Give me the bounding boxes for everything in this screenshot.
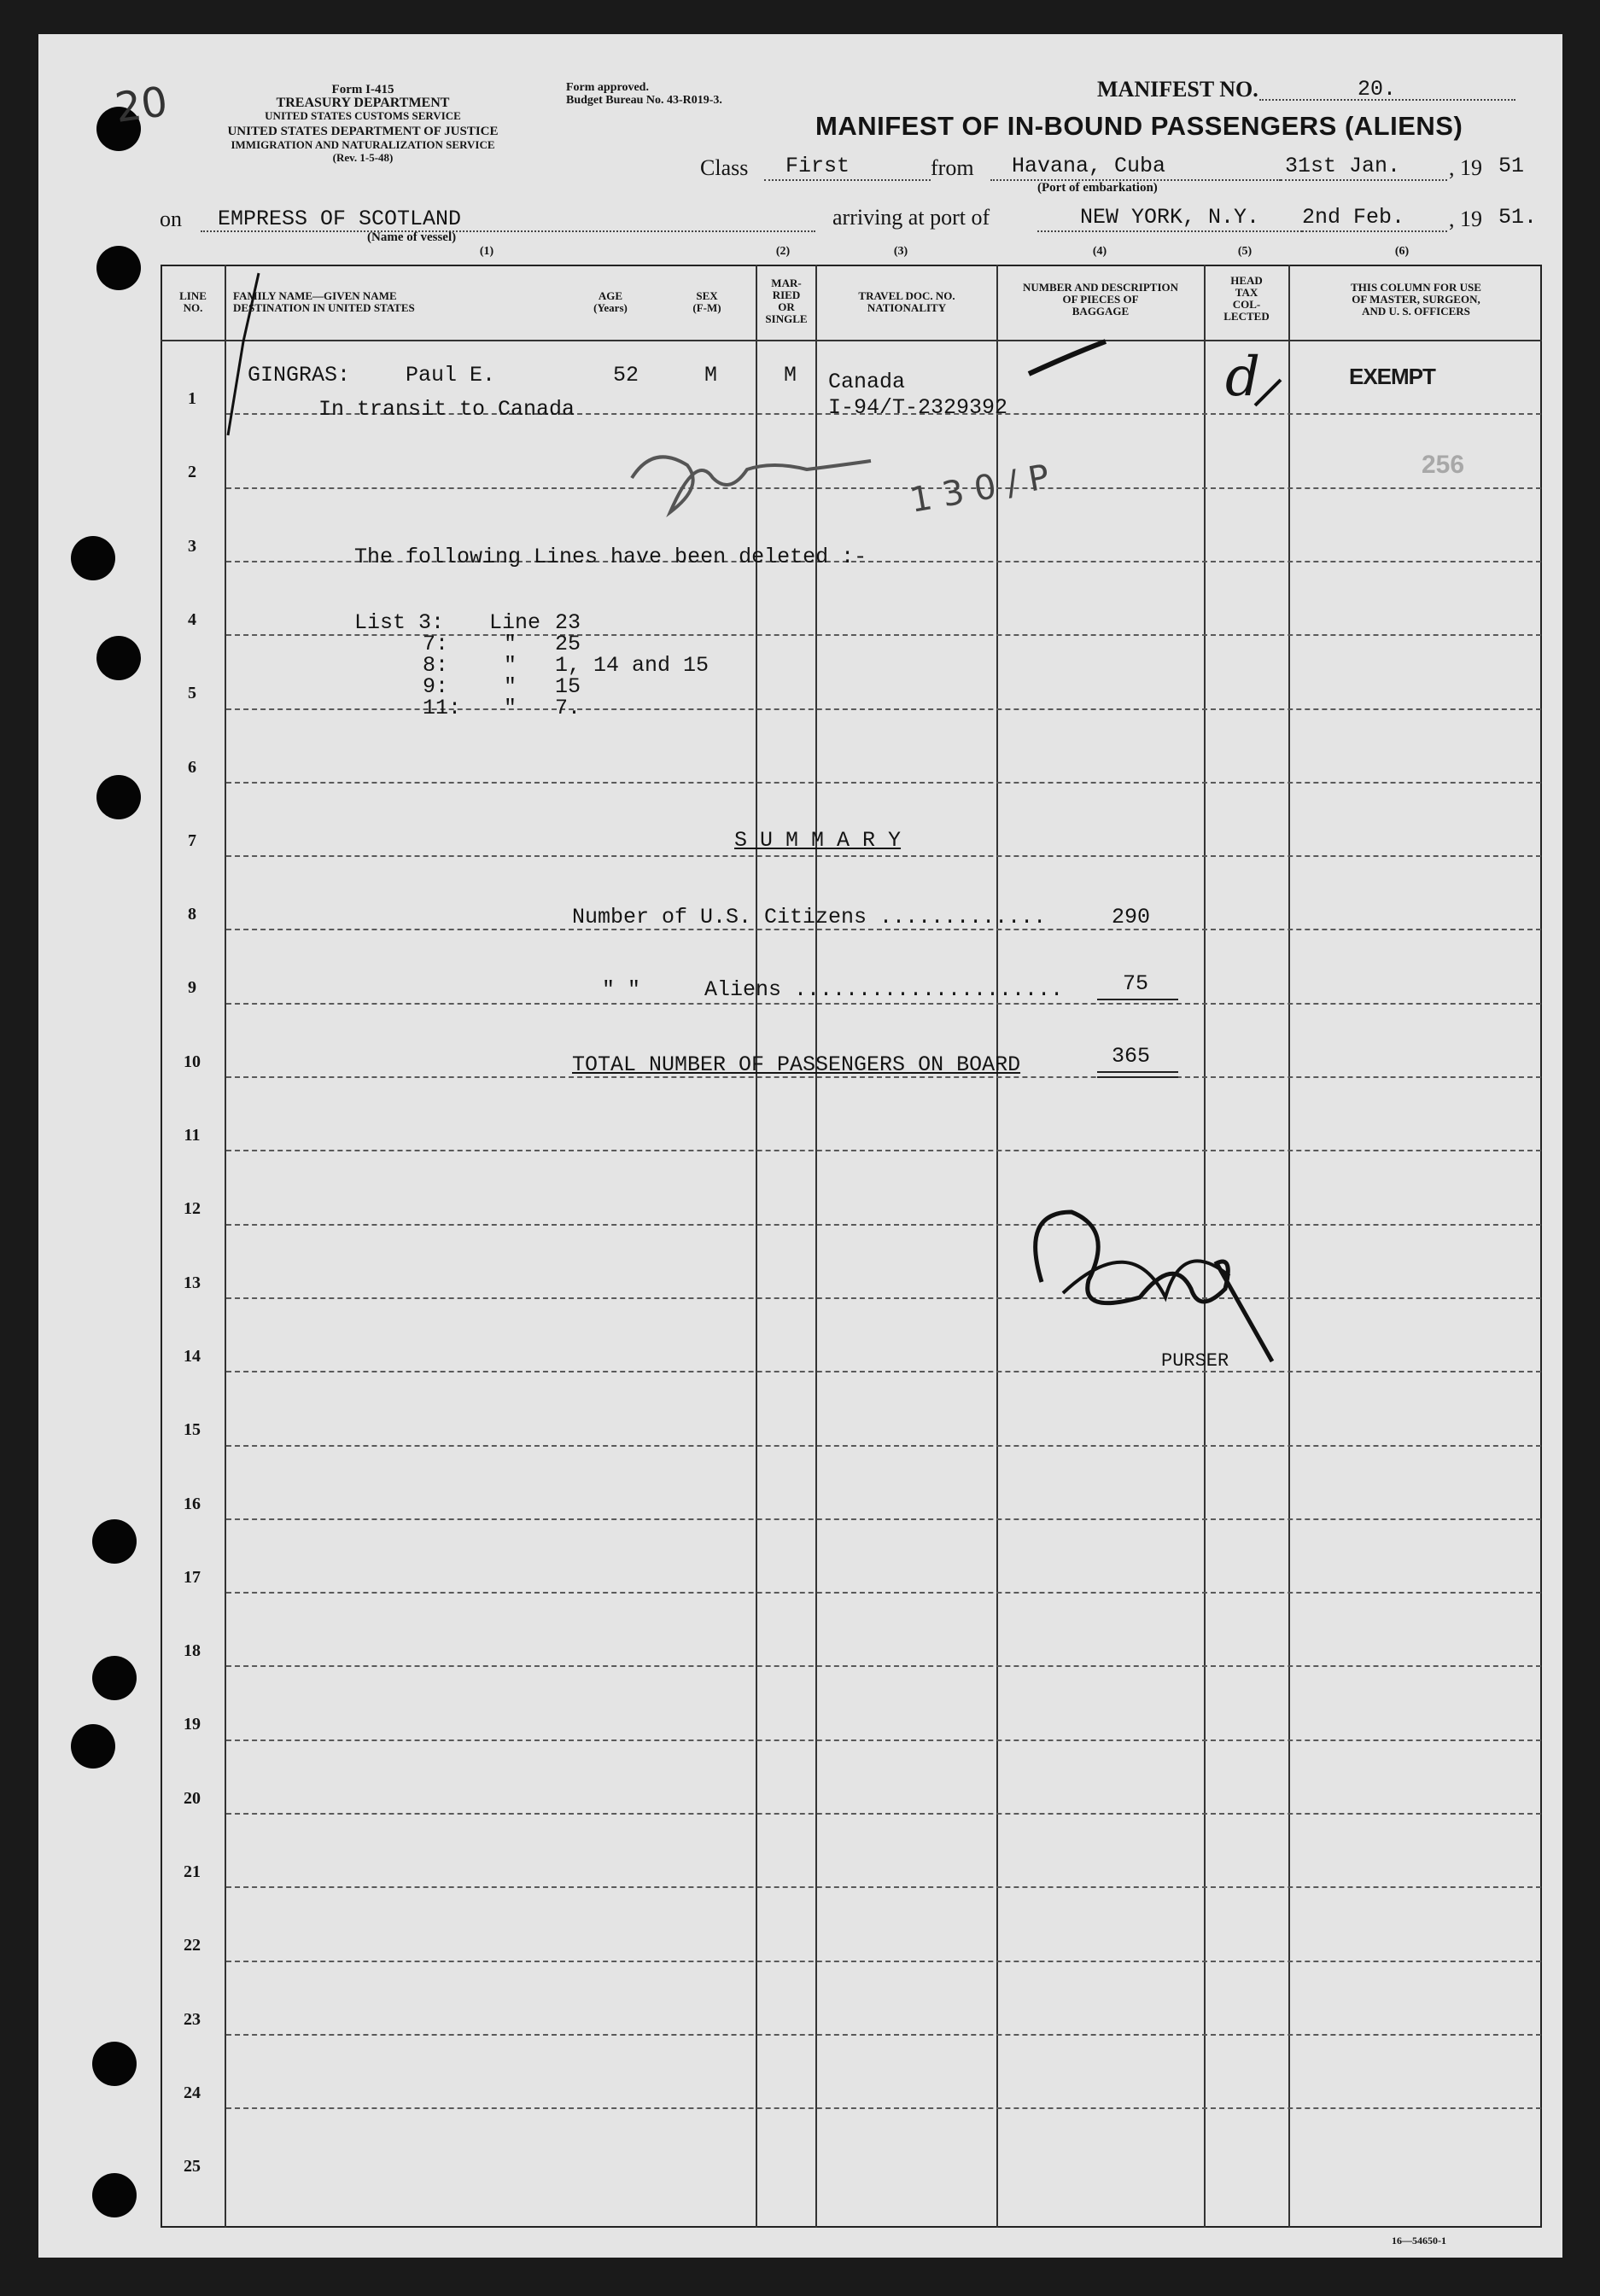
line-number: 19 — [184, 1715, 201, 1734]
class-value: First — [785, 154, 850, 178]
line-number: 8 — [188, 905, 196, 924]
row-rule — [226, 1886, 1541, 1888]
line-number: 2 — [188, 463, 196, 482]
header-sex: SEX (F-M) — [692, 289, 721, 314]
column-number: (2) — [775, 245, 791, 258]
from-value: Havana, Cuba — [1012, 154, 1166, 178]
arrival-year: 51. — [1498, 205, 1538, 230]
deleted-line-label: " — [504, 632, 517, 656]
total-label: TOTAL NUMBER OF PASSENGERS ON BOARD — [572, 1052, 1021, 1077]
justice-line: UNITED STATES DEPARTMENT OF JUSTICE — [227, 125, 499, 138]
punch-hole — [92, 2173, 137, 2217]
deleted-line-numbers: 15 — [555, 674, 581, 699]
arrival-year-prefix: , 19 — [1449, 207, 1482, 231]
purser-label: PURSER — [1161, 1350, 1229, 1372]
punch-hole — [92, 1656, 137, 1700]
handwritten-marks — [38, 34, 1562, 1485]
header-officers: THIS COLUMN FOR USE OF MASTER, SURGEON, AND U. S. OFFICERS — [1351, 281, 1481, 318]
citizens-label: Number of U.S. Citizens ............. — [572, 905, 1047, 929]
treasury-line: TREASURY DEPARTMENT — [276, 96, 450, 110]
deleted-line-numbers: 23 — [555, 610, 581, 635]
header-baggage: NUMBER AND DESCRIPTION OF PIECES OF BAGGAGE — [1022, 281, 1179, 318]
citizens-value: 290 — [1112, 905, 1151, 929]
header-head-tax: HEAD TAX COL- LECTED — [1223, 274, 1270, 323]
row-rule — [226, 2107, 1541, 2109]
line-number: 3 — [188, 536, 196, 556]
row-rule — [226, 1813, 1541, 1815]
form-id: Form I-415 — [331, 83, 394, 96]
line-number: 10 — [184, 1052, 201, 1071]
deleted-list-ref: 9: — [423, 674, 449, 699]
line-number: 7 — [188, 830, 196, 850]
vessel-name: EMPRESS OF SCOTLAND — [218, 207, 462, 231]
punch-hole — [71, 1724, 115, 1769]
row-rule — [226, 1961, 1541, 1962]
line-number: 5 — [188, 684, 196, 703]
arrival-port: NEW YORK, N.Y. — [1080, 205, 1260, 230]
line-number: 20 — [184, 1788, 201, 1808]
deleted-line-numbers: 1, 14 and 15 — [555, 653, 709, 678]
passenger-destination: In transit to Canada — [318, 397, 575, 422]
line-number: 9 — [188, 978, 196, 998]
line-number: 24 — [184, 2083, 201, 2102]
line-number: 25 — [184, 2157, 201, 2177]
margin-check-mark — [228, 273, 259, 435]
aliens-ditto: " " — [602, 977, 641, 1002]
line-number: 15 — [184, 1420, 201, 1440]
approval-line1: Form approved. — [566, 81, 649, 94]
column-number: (1) — [479, 245, 494, 258]
port-embark-caption: (Port of embarkation) — [1037, 181, 1158, 195]
punch-hole — [92, 2042, 137, 2086]
row-rule — [226, 2034, 1541, 2036]
column-number: (4) — [1092, 245, 1107, 258]
form-title: MANIFEST OF IN-BOUND PASSENGERS (ALIENS) — [815, 111, 1463, 141]
column-number: (3) — [893, 245, 908, 258]
deleted-list-ref: 8: — [423, 653, 449, 678]
row-rule — [226, 1592, 1541, 1594]
passenger-travel-doc: I-94/T-2329392 — [828, 395, 1008, 420]
manifest-page — [38, 34, 1562, 2258]
total-value: 365 — [1112, 1044, 1151, 1069]
row-rule — [226, 1518, 1541, 1520]
depart-date: 31st Jan. — [1285, 154, 1401, 178]
head-tax-slash — [1255, 380, 1281, 405]
deleted-list-ref: 7: — [423, 632, 449, 656]
summary-title: S U M M A R Y — [734, 828, 902, 853]
manifest-no-label: MANIFEST NO. — [1097, 77, 1258, 102]
pencil-note: 1 3 0 / P — [907, 457, 1053, 521]
passenger-married: M — [784, 363, 797, 388]
line-number: 11 — [184, 1126, 201, 1145]
line-number: 16 — [184, 1494, 201, 1513]
deleted-intro: The following Lines have been deleted :- — [354, 545, 867, 569]
row-rule — [226, 1739, 1541, 1741]
initials-scribble — [632, 457, 871, 512]
footer-code: 16—54650-1 — [1392, 2235, 1446, 2246]
line-number: 4 — [188, 609, 196, 629]
vessel-caption: (Name of vessel) — [367, 230, 457, 244]
aliens-value: 75 — [1123, 971, 1149, 996]
deleted-line-numbers: 25 — [555, 632, 581, 656]
line-number: 6 — [188, 757, 196, 777]
head-tax-mark: d — [1225, 346, 1260, 409]
line-number: 22 — [184, 1936, 201, 1955]
row-rule — [226, 1665, 1541, 1667]
stamp-number: 256 — [1422, 451, 1465, 479]
punch-hole — [92, 1519, 137, 1564]
deleted-line-label: " — [504, 653, 517, 678]
line-number: 14 — [184, 1346, 201, 1366]
rev-line: (Rev. 1-5-48) — [332, 151, 394, 164]
customs-line: UNITED STATES CUSTOMS SERVICE — [265, 109, 461, 122]
passenger-age: 52 — [613, 363, 639, 388]
on-label: on — [160, 207, 182, 231]
approval-line2: Budget Bureau No. 43-R019-3. — [566, 94, 722, 107]
class-label: Class — [700, 155, 749, 180]
line-number: 18 — [184, 1641, 201, 1661]
deleted-list-ref: 11: — [423, 696, 462, 720]
passenger-family-name: GINGRAS: — [248, 363, 351, 388]
header-age: AGE (Years) — [593, 289, 628, 314]
deleted-line-label: " — [504, 674, 517, 699]
passenger-given-name: Paul E. — [406, 363, 496, 388]
line-number: 21 — [184, 1862, 201, 1881]
deleted-list-ref: List 3: — [354, 610, 445, 635]
manifest-no-value: 20. — [1358, 77, 1397, 102]
header-travel-doc: TRAVEL DOC. NO. NATIONALITY — [858, 289, 955, 314]
margin-note: 20 — [112, 78, 171, 132]
exempt-stamp: EXEMPT — [1349, 364, 1435, 389]
baggage-tick-mark — [1029, 341, 1106, 374]
column-number: (5) — [1237, 245, 1253, 258]
passenger-nationality: Canada — [828, 370, 906, 394]
header-line-no: LINE NO. — [179, 289, 207, 314]
aliens-label: Aliens ..................... — [704, 977, 1064, 1002]
column-number: (6) — [1394, 245, 1410, 258]
ins-line: IMMIGRATION AND NATURALIZATION SERVICE — [231, 138, 495, 151]
header-married: MAR- RIED OR SINGLE — [765, 277, 808, 325]
line-number: 23 — [184, 2009, 201, 2029]
passenger-sex: M — [704, 363, 718, 388]
header-name: FAMILY NAME—GIVEN NAME DESTINATION IN UNITED STATES — [233, 289, 415, 314]
depart-year: 51 — [1498, 154, 1525, 178]
deleted-line-label: " — [504, 696, 517, 720]
arriving-label: arriving at port of — [832, 205, 990, 230]
arrival-date: 2nd Feb. — [1302, 205, 1405, 230]
line-number: 17 — [184, 1567, 201, 1587]
deleted-line-label: Line — [489, 610, 541, 635]
line-number: 1 — [188, 389, 196, 408]
from-label: from — [931, 155, 974, 180]
deleted-line-numbers: 7. — [555, 696, 581, 720]
line-number: 12 — [184, 1199, 201, 1219]
depart-year-prefix: , 19 — [1449, 155, 1482, 180]
line-number: 13 — [184, 1273, 201, 1292]
